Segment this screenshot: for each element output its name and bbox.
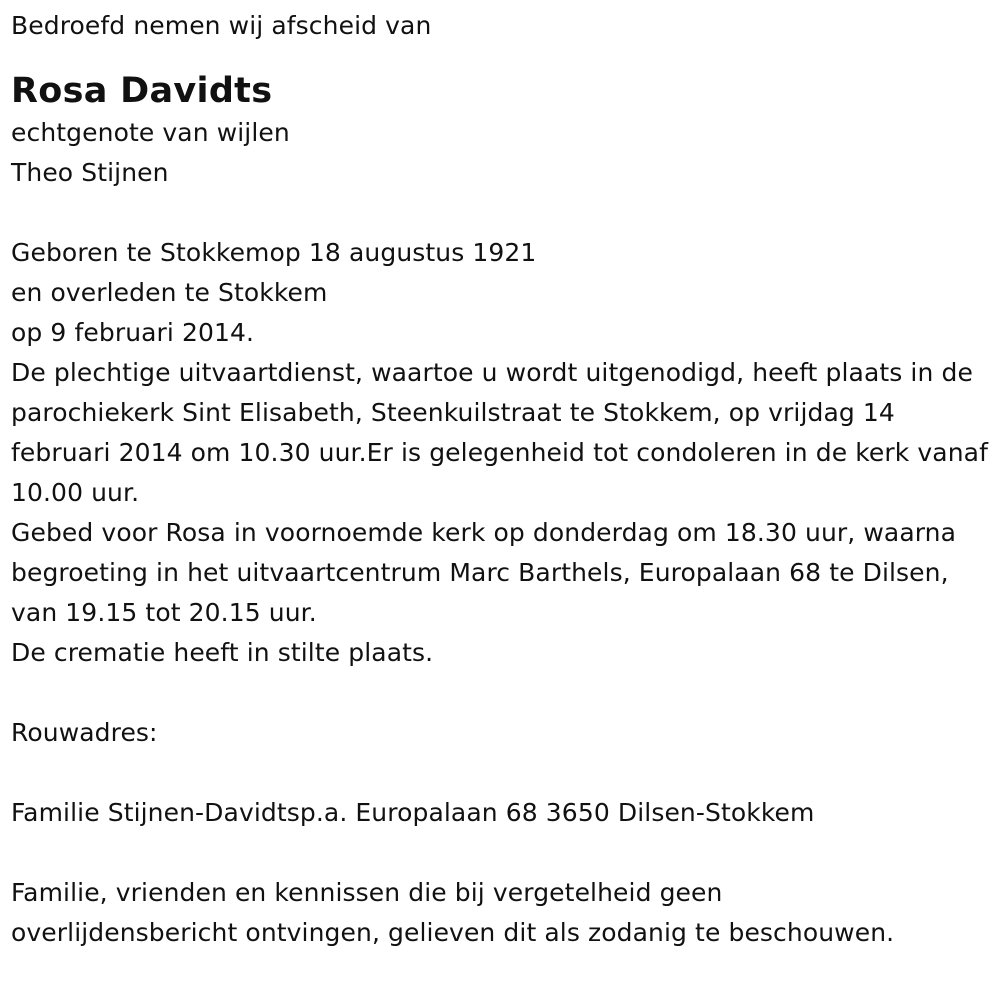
- spacer: [11, 673, 996, 713]
- death-line-1: en overleden te Stokkem: [11, 278, 328, 307]
- address-text: Familie Stijnen-Davidtsp.a. Europalaan 68 3650 Dilsen-Stokkem: [11, 798, 815, 827]
- spacer: [11, 753, 996, 793]
- address-label: Rouwadres:: [11, 718, 158, 747]
- birth-text: Geboren te Stokkemop 18 augustus 1921: [11, 238, 537, 267]
- obituary-notice: [11, 0, 996, 953]
- relation-line-1: echtgenote van wijlen: [11, 118, 290, 147]
- spacer: [11, 193, 996, 233]
- funeral-text: De plechtige uitvaartdienst, waartoe u wordt uitgenodigd, heeft plaats in de parochiekerk Sint Elisabeth, Steenkuilstraat te Stokkem, op vrijdag 14 februari 2014 om 10.30 uur.Er is gelegenheid tot condoleren in de kerk vanaf 10.00 uur.: [11, 358, 988, 507]
- intro-text: Bedroefd nemen wij afscheid van: [11, 11, 432, 40]
- cremation-text: De crematie heeft in stilte plaats.: [11, 638, 434, 667]
- spacer: [11, 833, 996, 873]
- relation-line-2: Theo Stijnen: [11, 158, 169, 187]
- death-line-2: op 9 februari 2014.: [11, 318, 255, 347]
- prayer-text: Gebed voor Rosa in voornoemde kerk op donderdag om 18.30 uur, waarna begroeting in het uitvaartcentrum Marc Barthels, Europalaan 68 te Dilsen, van 19.15 tot 20.15 uur.: [11, 518, 957, 627]
- closing-line-2: overlijdensbericht ontvingen, gelieven dit als zodanig te beschouwen.: [11, 918, 895, 947]
- deceased-name: Rosa Davidts: [11, 71, 273, 111]
- closing-line-1: Familie, vrienden en kennissen die bij vergetelheid geen: [11, 878, 723, 907]
